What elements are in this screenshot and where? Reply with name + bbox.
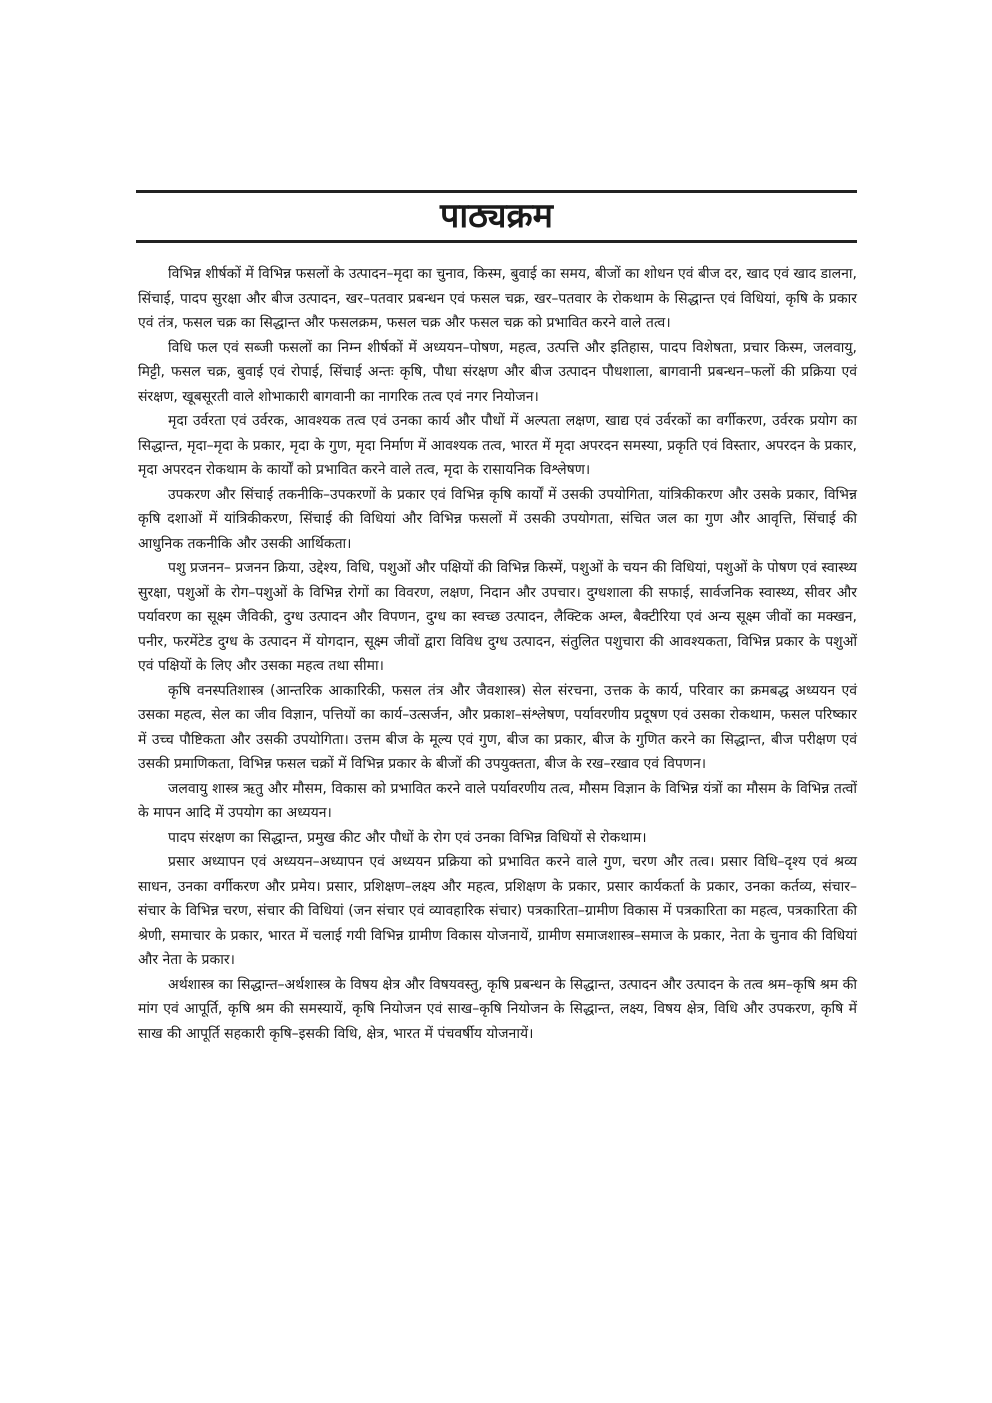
paragraph: मृदा उर्वरता एवं उर्वरक, आवश्यक तत्व एवं उनका कार्य और पौधों में अल्पता लक्षण, खाद्य एवं उर्वरकों का वर्गीकरण, उर्वरक प्रयोग का सिद्धान्त, मृदा–मृदा के प्रकार, मृदा के गुण, मृदा निर्माण में आवश्यक तत्व, भारत में मृदा अपरदन समस्या, प्रकृति एवं विस्तार, अपरदन के प्रकार, मृदा अपरदन रोकथाम के कार्यों को प्रभावित करने वाले तत्व, मृदा के रासायनिक विश्लेषण। (138, 413, 857, 478)
paragraph: पादप संरक्षण का सिद्धान्त, प्रमुख कीट और पौधों के रोग एवं उनका विभिन्न विधियों से रोकथाम। (168, 829, 647, 846)
paragraph: विभिन्न शीर्षकों में विभिन्न फसलों के उत्पादन–मृदा का चुनाव, किस्म, बुवाई का समय, बीजों का शोधन एवं बीज दर, खाद एवं खाद डालना, सिंचाई, पादप सुरक्षा और बीज उत्पादन, खर–पतवार प्रबन्धन एवं फसल चक्र, खर–पतवार के रोकथाम के सिद्धान्त एवं विधियां, कृषि के प्रकार एवं तंत्र, फसल चक्र का सिद्धान्त और फसलक्रम, फसल चक्र और फसल चक्र को प्रभावित करने वाले तत्व। (138, 266, 857, 331)
paragraph: कृषि वनस्पतिशास्त्र (आन्तरिक आकारिकी, फसल तंत्र और जैवशास्त्र) सेल संरचना, उत्तक के कार्य, परिवार का क्रमबद्ध अध्ययन एवं उसका महत्व, सेल का जीव विज्ञान, पत्तियों का कार्य–उत्सर्जन, और प्रकाश–संश्लेषण, पर्यावरणीय प्रदूषण एवं उसका रोकथाम, फसल परिष्कार में उच्च पौष्टिकता और उसकी उपयोगिता। उत्तम बीज के मूल्य एवं गुण, बीज का प्रकार, बीज के गुणित करने का सिद्धान्त, बीज परीक्षण एवं उसकी प्रमाणिकता, विभिन्न फसल चक्रों में विभिन्न प्रकार के बीजों की उपयुक्तता, बीज के रख–रखाव एवं विपणन। (138, 682, 857, 772)
paragraph: विधि फल एवं सब्जी फसलों का निम्न शीर्षकों में अध्ययन–पोषण, महत्व, उत्पत्ति और इतिहास, पादप विशेषता, प्रचार किस्म, जलवायु, मिट्टी, फसल चक्र, बुवाई एवं रोपाई, सिंचाई अन्तः कृषि, पौधा संरक्षण और बीज उत्पादन पौधशाला, बागवानी प्रबन्धन–फलों की प्रक्रिया एवं संरक्षण, खूबसूरती वाले शोभाकारी बागवानी का नागरिक तत्व एवं नगर नियोजन। (138, 339, 857, 405)
syllabus-body (138, 262, 857, 1046)
title-bottom-rule (136, 240, 857, 243)
paragraph: प्रसार अध्यापन एवं अध्ययन–अध्यापन एवं अध्ययन प्रक्रिया को प्रभावित करने वाले गुण, चरण और तत्व। प्रसार विधि–दृश्य एवं श्रव्य साधन, उनका वर्गीकरण और प्रमेय। प्रसार, प्रशिक्षण–लक्ष्य और महत्व, प्रशिक्षण के प्रकार, प्रसार कार्यकर्ता के प्रकार, उनका कर्तव्य, संचार–संचार के विभिन्न चरण, संचार की विधियां (जन संचार एवं व्यावहारिक संचार) पत्रकारिता–ग्रामीण विकास में पत्रकारिता का महत्व, पत्रकारिता की श्रेणी, समाचार के प्रकार, भारत में चलाई गयी विभिन्न ग्रामीण विकास योजनायें, ग्रामीण समाजशास्त्र–समाज के प्रकार, नेता के चुनाव की विधियां और नेता के प्रकार। (138, 854, 857, 968)
paragraph: उपकरण और सिंचाई तकनीकि–उपकरणों के प्रकार एवं विभिन्न कृषि कार्यों में उसकी उपयोगिता, यांत्रिकीकरण और उसके प्रकार, विभिन्न कृषि दशाओं में यांत्रिकीकरण, सिंचाई की विधियां और विभिन्न फसलों में उसकी उपयोगता, संचित जल का गुण और आवृत्ति, सिंचाई की आधुनिक तकनीकि और उसकी आर्थिकता। (138, 486, 857, 552)
paragraph: जलवायु शास्त्र ऋतु और मौसम, विकास को प्रभावित करने वाले पर्यावरणीय तत्व, मौसम विज्ञान के विभिन्न यंत्रों का मौसम के विभिन्न तत्वों के मापन आदि में उपयोग का अध्ययन। (138, 780, 857, 821)
paragraph: पशु प्रजनन– प्रजनन क्रिया, उद्देश्य, विधि, पशुओं और पक्षियों की विभिन्न किस्में, पशुओं के चयन की विधियां, पशुओं के पोषण एवं स्वास्थ्य सुरक्षा, पशुओं के रोग–पशुओं के विभिन्न रोगों का विवरण, लक्षण, निदान और उपचार। दुग्धशाला की सफाई, सार्वजनिक स्वास्थ्य, सीवर और पर्यावरण का सूक्ष्म जैविकी, दुग्ध उत्पादन और विपणन, दुग्ध का स्वच्छ उत्पादन, लैक्टिक अम्ल, बैक्टीरिया एवं अन्य सूक्ष्म जीवों का मक्खन, पनीर, फरमेंटेड दुग्ध के उत्पादन में योगदान, सूक्ष्म जीवों द्वारा विविध दुग्ध उत्पादन, संतुलित पशुचारा की आवश्यकता, विभिन्न प्रकार के पशुओं एवं पक्षियों के लिए और उसका महत्व तथा सीमा। (138, 560, 857, 674)
paragraph: अर्थशास्त्र का सिद्धान्त–अर्थशास्त्र के विषय क्षेत्र और विषयवस्तु, कृषि प्रबन्धन के सिद्धान्त, उत्पादन और उत्पादन के तत्व श्रम–कृषि श्रम की मांग एवं आपूर्ति, कृषि श्रम की समस्यायें, कृषि नियोजन एवं साख–कृषि नियोजन के सिद्धान्त, लक्ष्य, विषय क्षेत्र, विधि और उपकरण, कृषि में साख की आपूर्ति सहकारी कृषि–इसकी विधि, क्षेत्र, भारत में पंचवर्षीय योजनायें। (138, 976, 857, 1042)
page-title: पाठ्यक्रम (440, 196, 553, 236)
